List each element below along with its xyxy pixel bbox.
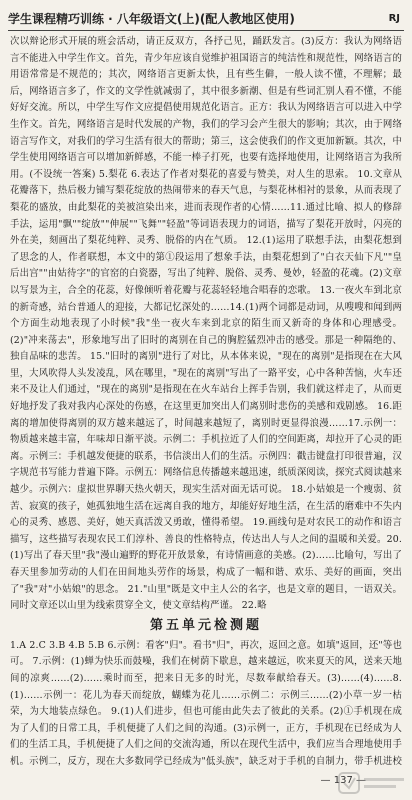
page-number: — 137 — (320, 775, 366, 786)
section-title: 第五单元检测题 (149, 617, 262, 633)
answer-content (10, 34, 402, 770)
watermark-logo-icon (338, 770, 408, 796)
book-title: 学生课程精巧训练 · 八年级语文(上)(配人教地区使用) (8, 11, 295, 26)
answer-text-block-2: 1.A 2.C 3.B 4.B 5.B 6.示例：看客"归"。看书"归"，再次，返回之意。如填"返回，还"等也可。 7.示例：(1)蝉为快乐而鼓噪，我们在树荫下歇息，越来越远，吹来夏天的风，送来天地间的凉爽……(2)……乘时而至，把来日无多的时光，尽数奉献给春天。(3)……(4)……8.(1)……示例一：花儿为春天而绽放，蝴蝶为花儿……示例二：示例三……(2)小草一岁一枯荣，为大地装点绿色。 9.(1)人们进步，但也可能由此失去了彼此的关系。(2)①手机现在成为了人们的日常工具，手机便捷了人们之间的沟通。(3)示例一，正方，手机现在已经成为人们的生活工具，手机便捷了人们之间的交流沟通，所以在现代生活中，我们应当合理地使用手机。示例二，反方，现在大多数同学已经成为"低头族"，缺乏对于手机的自制力，带手机进校 (10, 639, 402, 767)
answer-text-block-1: 次以辩论形式开展的班会活动，请正反双方，各抒己见，踊跃发言。(3)反方：我认为网络语言不能进入中学生作文。首先，青少年应该自觉维护祖国语言的纯洁性和规范性，网络语言的用语常常是不规范的；其次，网络语言更新太快，且有些生僻，一般人读不懂，不理解；最后，网络语言多了，作文的文学性就减弱了，其中很多新潮、但是有些词汇别人看不懂，不能好好交流。所以，中学生写作文应提倡使用规范化语言。正方：我认为网络语言可以进入中学生作文。首先，网络语言是时代发展的产物，我们的学习会产生很大的影响；其次，由于网络语言写作文，对我们的学习生活有很大的帮助；第三，这会使我们的作文更加新颖。其次，中学生使用网络语言可以增加新鲜感，不能一棒子打死，也要有选择地使用，让网络语言为我所用。(不设统一答案) 5.梨花 6.表达了作者对梨花的喜爱与赞美，对人生的思索。 10.文章从花瓣落下，热后极力铺写梨花绽放的热闹带来的春天气息，与梨花林相衬的景象，从而表现了梨花的盛放，由此梨花的美被渲染出来，进而表现作者的心情……11.通过比喻、拟人的修辞手法，运用"飘""绽放""伸展""飞舞""轻盈"等词语表现力的词语，描写了梨花开放时，闪亮的外在美，刻画出了梨花纯粹、灵秀、脱俗的内在气质。 12.(1)运用了联想手法，由梨花想到了思念的人，作者联想，本文中的第①段运用了想象手法，由梨花想到了"白衣天仙下凡""皇后出宫""由姑待字"的官窑的白瓷器，写出了纯粹、脱俗、灵秀、曼妙，轻盈的花魂。(2)文章以写景为主，合全的花蕊，好像倾听着花瓣与花蕊轻轻地合唱春的恋歌。 13.一夜火车到北京的新奇感，站台普通人的迎接，大都记忆深处的……14.(1)两个词都是动词，从嗖嗖和闻到两个方面生动地表现了小时候"我"坐一夜火车来到北京的陌生而又新奇的身体和心理感受。(2)"冲来荡去"，形象地写出了旧时的离别在自己的胸腔猛烈冲击的感受。那是一种隔绝的、独自品味的悲苦。 15."旧时的离别"进行了对比，从本体来说，"现在的离别"是指现在在大风里，大风吹得人头发凌乱，风在哪里，"现在的离别"写出了一路平安，心中各种苦恼，火车还来不及让人们通过，"现在的离别"是指现在在火车站台上挥手告别，我们就这样走了，从而更好地抒发了我对我内心深处的伤感，在这里更加突出人们离别时悲伤的美感和戏剧感。 16.距离的增加使得离别的双方越来越远了，时间越来越短了，离别时更显得浪漫……17.示例一：物质越来越丰富，年味却日渐平淡。示例二：手机拉近了人们的空间距离，却拉开了心灵的距离。示例三：手机越发便捷的联系，书信淡出人们的生活。示例四：戳击键盘打印很普遍，汉字规范书写能力普遍下降。示例五：网络信息传播越来越迅速，纸质深阅读，探究式阅读越来越少。示例六：虚拟世界聊天热火朝天，现实生活对面无话可说。 18.小姑娘是一个瘦弱、贫苦、寂寞的孩子，她孤独地生活在远离自我的地方，却能好好地生活，在生活的磨难中不失内心的灵秀、感恩、美好，她天真活泼又勇敢，懂得希望。 19.画线句是对农民工的动作和语言描写，这些描写表现农民工们淳朴、善良的性格特点，传达出人与人之间的温暖和关爱。20.(1)写出了春天里"我"漫山遍野的野花开放景象，有诗情画意的美感。(2)……比喻句，写出了春天里参加劳动的人们在田间地头劳作的场景，构成了一幅和谐、欢乐、美好的画面，突出了"我"对"小姑娘"的思念。 21."山里"既是文中主人公的名字，也是文章的题目，一语双关。同时文章还以山里为线索贯穿全文，使文章结构严谨。 22.略 (10, 36, 402, 612)
edition-tag: RJ (388, 12, 400, 24)
page-header (8, 6, 404, 31)
